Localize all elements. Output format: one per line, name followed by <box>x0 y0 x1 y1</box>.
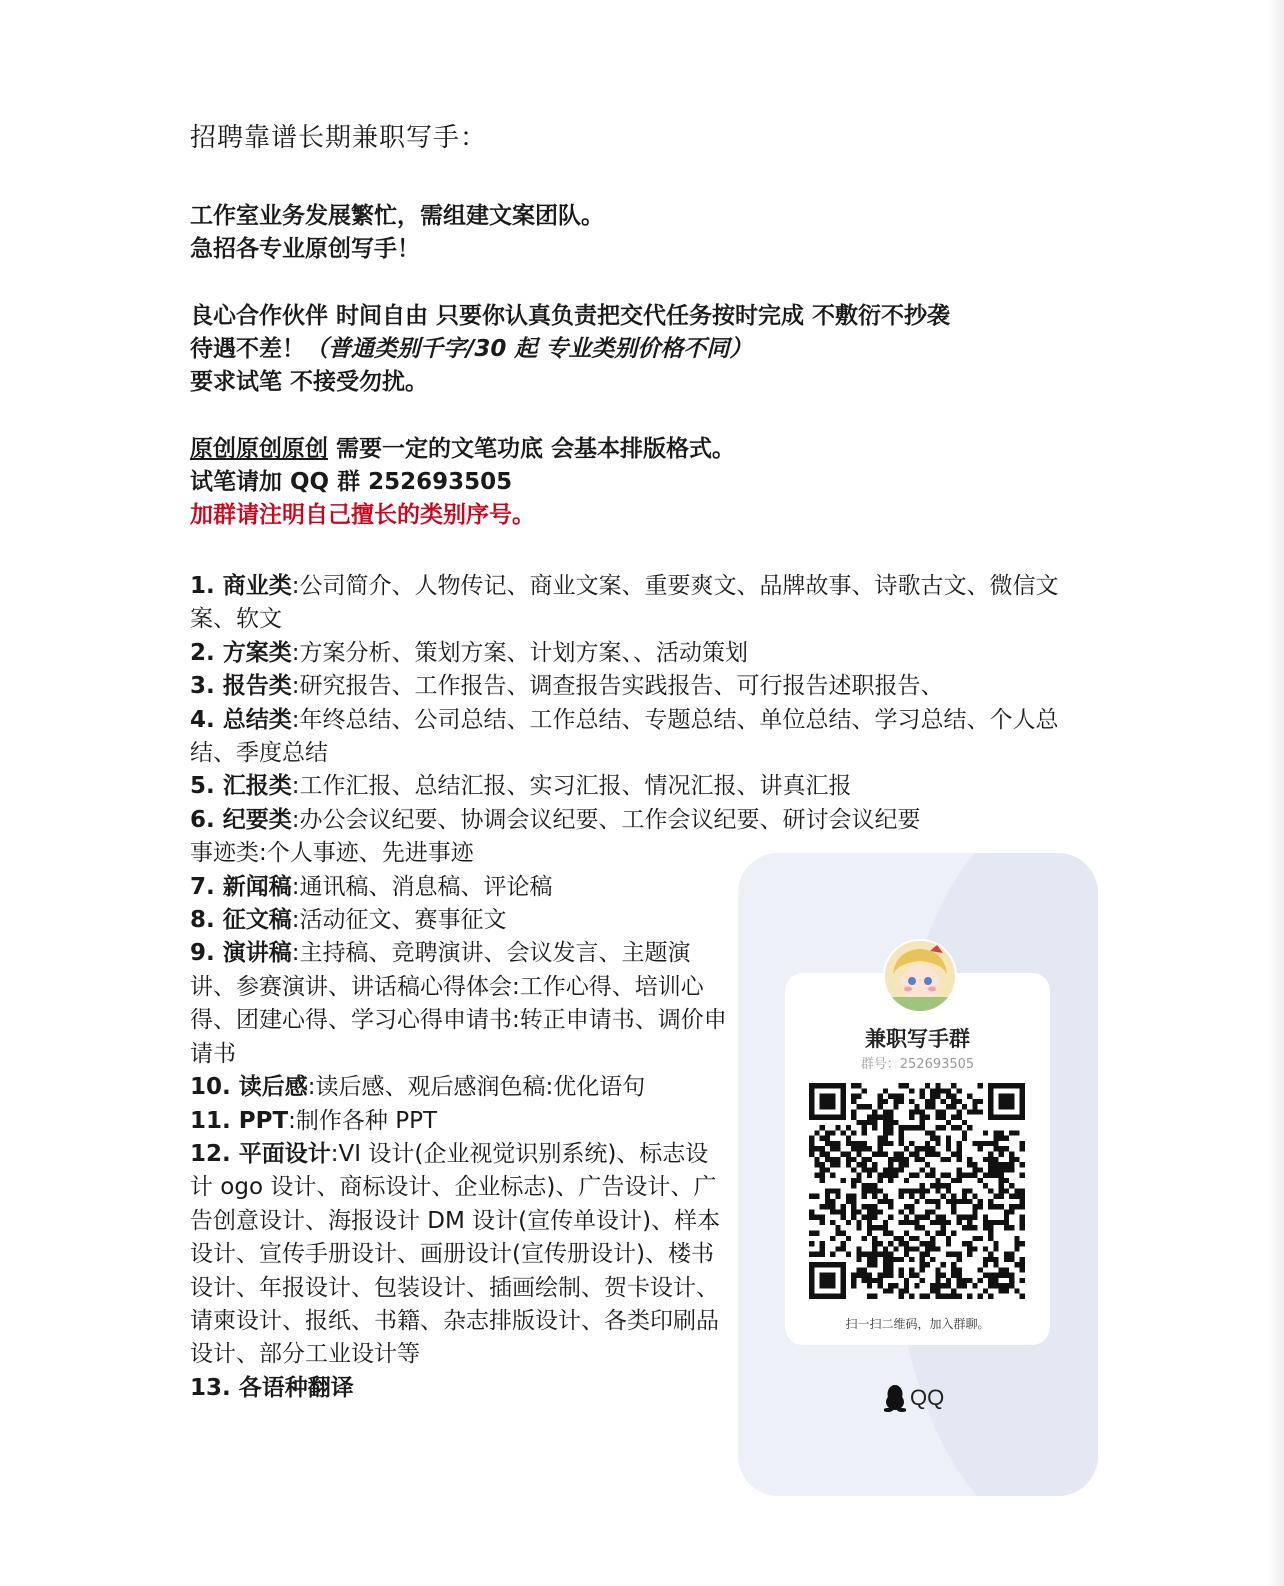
list-item: 9. 演讲稿:主持稿、竞聘演讲、会议发言、主题演讲、参赛演讲、讲话稿心得体会:工作心得、培训心得、团建心得、学习心得申请书:转正申请书、调价申请书 <box>190 940 727 1067</box>
scan-tip: 扫一扫二维码，加入群聊。 <box>845 1317 990 1331</box>
list-item: 13. 各语种翻译 <box>190 1374 354 1401</box>
list-item: 8. 征文稿:活动征文、赛事征文 <box>190 907 507 934</box>
list-item: 6. 纪要类:办公会议纪要、协调会议纪要、工作会议纪要、研讨会议纪要 <box>190 806 921 833</box>
intro-line-2: 急招各专业原创写手！ <box>190 236 420 262</box>
list-item: 2. 方案类:方案分析、策划方案、计划方案、、活动策划 <box>190 639 748 666</box>
terms-block <box>190 300 1090 399</box>
requirements-line <box>190 433 1090 466</box>
page-edge-shadow <box>1268 0 1284 1586</box>
group-name: 兼职写手群 <box>865 1027 970 1051</box>
list-item: 5. 汇报类:工作汇报、总结汇报、实习汇报、情况汇报、讲真汇报 <box>190 773 852 800</box>
qr-panel <box>785 973 1050 1345</box>
intro-block <box>190 200 1090 266</box>
original-emphasis: 原创原创原创 <box>190 436 328 462</box>
terms-line-3: 要求试笔 不接受勿扰。 <box>190 369 429 395</box>
group-number: 群号：252693505 <box>860 1057 975 1072</box>
join-note: 加群请注明自己擅长的类别序号。 <box>190 502 535 528</box>
qr-code[interactable] <box>809 1083 1025 1299</box>
list-item: 7. 新闻稿:通讯稿、消息稿、评论稿 <box>190 873 553 900</box>
contact-line: 试笔请加 QQ 群 252693505 <box>190 469 513 495</box>
document-body <box>190 118 1090 532</box>
list-item: 4. 总结类:年终总结、公司总结、工作总结、专题总结、单位总结、学习总结、个人总结、季度总结 <box>190 706 1059 767</box>
qq-penguin-icon <box>884 1384 906 1412</box>
requirements-block <box>190 433 1090 532</box>
terms-line-1: 良心合作伙伴 时间自由 只要你认真负责把交代任务按时完成 不敷衍不抄袭 <box>190 303 951 329</box>
list-item: 1. 商业类:公司简介、人物传记、商业文案、重要爽文、品牌故事、诗歌古文、微信文案、软文 <box>190 573 1059 633</box>
list-item: 10. 读后感:读后感、观后感润色稿:优化语句 <box>190 1074 646 1101</box>
terms-line-2 <box>190 333 1090 366</box>
terms-pay: 待遇不差！ <box>190 336 305 362</box>
list-item: 12. 平面设计:VI 设计(企业视觉识别系统)、标志设计 ogo 设计、商标设计、企业标志)、广告设计、广告创意设计、海报设计 DM 设计(宣传单设计)、样本设计、宣传手册设计、画册设计(宣传册设计)、楼书设计、年报设计、包装设计、插画绘制、贺卡设计、请柬设计、报纸、书籍、杂志排版设计、各类印刷品设计、部分工业设计等 <box>190 1140 721 1368</box>
qq-brand <box>884 1383 944 1413</box>
qq-brand-label: QQ <box>910 1385 945 1410</box>
terms-price: （普通类别千字/30 起 专业类别价格不同） <box>305 336 753 362</box>
group-avatar <box>883 939 957 1013</box>
list-item: 3. 报告类:研究报告、工作报告、调查报告实践报告、可行报告述职报告、 <box>190 673 944 700</box>
list-item: 11. PPT:制作各种 PPT <box>190 1107 438 1134</box>
intro-line-1: 工作室业务发展繁忙，需组建文案团队。 <box>190 203 604 229</box>
qq-group-card <box>738 853 1098 1496</box>
page-title: 招聘靠谱长期兼职写手： <box>190 123 488 153</box>
requirements-rest: 需要一定的文笔功底 会基本排版格式。 <box>328 436 736 462</box>
list-item: 事迹类:个人事迹、先进事迹 <box>190 840 474 867</box>
